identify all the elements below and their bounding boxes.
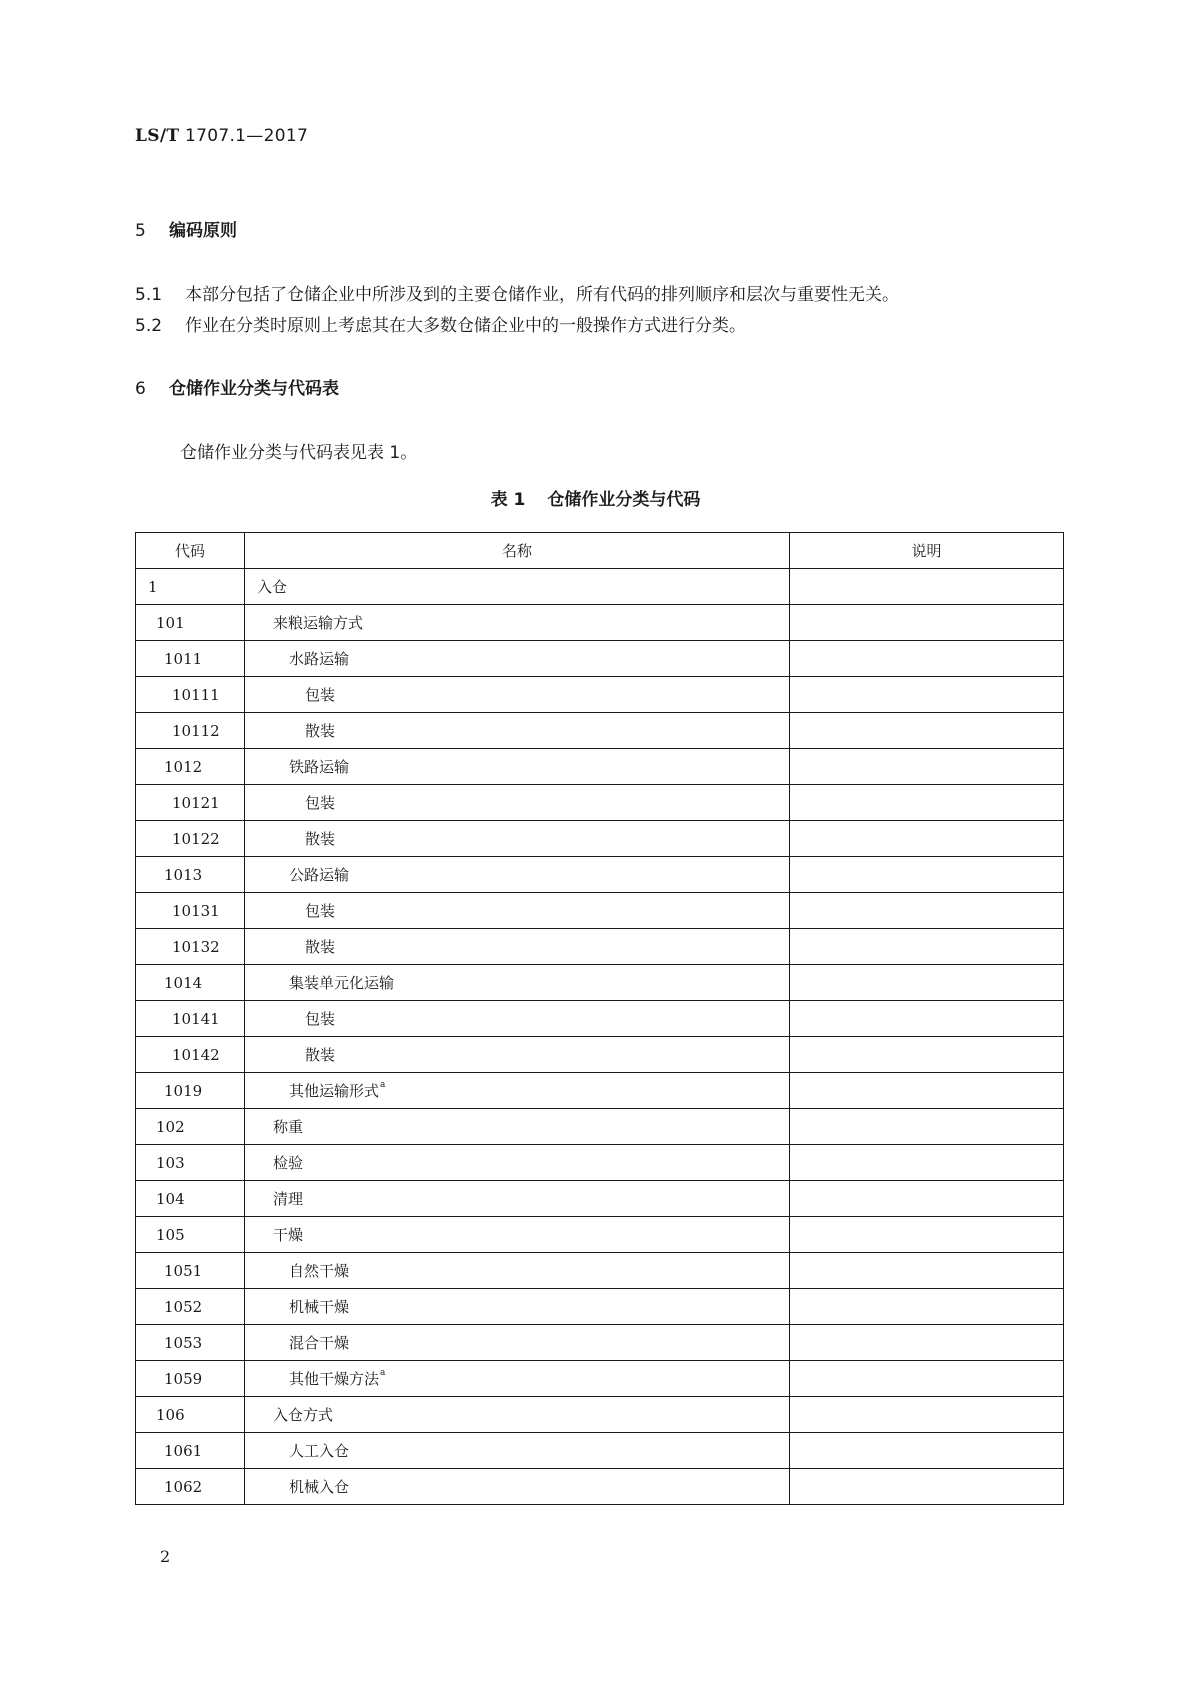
- section-6-heading: [135, 374, 339, 399]
- table-row: [136, 1145, 1064, 1181]
- section-title: 仓储作业分类与代码表: [169, 379, 339, 399]
- name-cell: [245, 749, 790, 785]
- note-cell: [790, 821, 1064, 857]
- table-row: [136, 965, 1064, 1001]
- code-cell: 1019: [136, 1073, 245, 1109]
- table-row: [136, 1433, 1064, 1469]
- name-text: 集装单元化运输: [289, 974, 395, 992]
- name-text: 散装: [305, 1046, 336, 1064]
- code-cell: 1052: [136, 1289, 245, 1325]
- table-row: [136, 1253, 1064, 1289]
- name-cell: [245, 677, 790, 713]
- table-row: [136, 929, 1064, 965]
- code-cell: 1061: [136, 1433, 245, 1469]
- name-text: 检验: [273, 1154, 304, 1172]
- name-cell: [245, 1145, 790, 1181]
- table-row: [136, 785, 1064, 821]
- table-row: [136, 677, 1064, 713]
- note-cell: [790, 929, 1064, 965]
- footnote-marker: a: [380, 1080, 386, 1090]
- table-row: [136, 821, 1064, 857]
- header-note: 说明: [790, 533, 1064, 569]
- header-name: 名称: [245, 533, 790, 569]
- code-cell: 10112: [136, 713, 245, 749]
- code-cell: 10142: [136, 1037, 245, 1073]
- standard-number: 1707.1—2017: [185, 126, 309, 146]
- name-text: 其他运输形式: [289, 1082, 380, 1100]
- table-row: [136, 1181, 1064, 1217]
- code-cell: 105: [136, 1217, 245, 1253]
- name-cell: [245, 1001, 790, 1037]
- section-number: 6: [135, 379, 146, 399]
- table-row: [136, 605, 1064, 641]
- name-cell: [245, 965, 790, 1001]
- note-cell: [790, 1253, 1064, 1289]
- name-text: 来粮运输方式: [273, 614, 364, 632]
- code-cell: 10132: [136, 929, 245, 965]
- code-cell: 10141: [136, 1001, 245, 1037]
- section-number: 5: [135, 221, 146, 241]
- name-cell: [245, 1253, 790, 1289]
- name-text: 清理: [273, 1190, 304, 1208]
- table-header-row: [136, 533, 1064, 569]
- clause-5-2: [135, 311, 746, 336]
- document-header: [135, 126, 308, 146]
- note-cell: [790, 965, 1064, 1001]
- note-cell: [790, 1037, 1064, 1073]
- note-cell: [790, 1145, 1064, 1181]
- table-row: [136, 569, 1064, 605]
- note-cell: [790, 713, 1064, 749]
- code-cell: 10111: [136, 677, 245, 713]
- note-cell: [790, 1109, 1064, 1145]
- name-text: 散装: [305, 722, 336, 740]
- header-code: 代码: [136, 533, 245, 569]
- name-text: 称重: [273, 1118, 304, 1136]
- section-title: 编码原则: [169, 221, 237, 241]
- name-text: 其他干燥方法: [289, 1370, 380, 1388]
- table-row: [136, 893, 1064, 929]
- code-cell: 106: [136, 1397, 245, 1433]
- section-6-intro: 仓储作业分类与代码表见表 1。: [180, 443, 418, 463]
- table-row: [136, 1469, 1064, 1505]
- name-cell: [245, 641, 790, 677]
- note-cell: [790, 569, 1064, 605]
- name-text: 入仓方式: [273, 1406, 334, 1424]
- table-row: [136, 1217, 1064, 1253]
- table-row: [136, 749, 1064, 785]
- table-row: [136, 857, 1064, 893]
- note-cell: [790, 1397, 1064, 1433]
- code-cell: 102: [136, 1109, 245, 1145]
- name-cell: [245, 1181, 790, 1217]
- clause-number: 5.1: [135, 285, 163, 305]
- table-row: [136, 1397, 1064, 1433]
- note-cell: [790, 785, 1064, 821]
- name-cell: [245, 785, 790, 821]
- standard-code: LS/T: [135, 126, 180, 146]
- name-text: 铁路运输: [289, 758, 350, 776]
- name-text: 公路运输: [289, 866, 350, 884]
- section-5-heading: [135, 216, 237, 241]
- name-cell: [245, 1469, 790, 1505]
- note-cell: [790, 749, 1064, 785]
- name-text: 人工入仓: [289, 1442, 350, 1460]
- name-cell: [245, 1397, 790, 1433]
- code-cell: 104: [136, 1181, 245, 1217]
- note-cell: [790, 641, 1064, 677]
- name-cell: [245, 1217, 790, 1253]
- note-cell: [790, 893, 1064, 929]
- note-cell: [790, 1001, 1064, 1037]
- note-cell: [790, 1325, 1064, 1361]
- table-row: [136, 1109, 1064, 1145]
- name-cell: [245, 1289, 790, 1325]
- name-text: 混合干燥: [289, 1334, 350, 1352]
- name-text: 入仓: [257, 578, 288, 596]
- code-cell: 1012: [136, 749, 245, 785]
- name-text: 包装: [305, 794, 336, 812]
- name-text: 水路运输: [289, 650, 350, 668]
- table-caption-title: 仓储作业分类与代码: [547, 490, 701, 510]
- page-number: 2: [160, 1547, 171, 1566]
- name-text: 自然干燥: [289, 1262, 350, 1280]
- note-cell: [790, 857, 1064, 893]
- name-cell: [245, 1433, 790, 1469]
- table-row: [136, 1073, 1064, 1109]
- note-cell: [790, 677, 1064, 713]
- clause-number: 5.2: [135, 316, 163, 336]
- code-cell: 10131: [136, 893, 245, 929]
- name-cell: [245, 1361, 790, 1397]
- name-cell: [245, 569, 790, 605]
- table-caption-number: 表 1: [490, 490, 526, 510]
- name-cell: [245, 1325, 790, 1361]
- name-text: 散装: [305, 830, 336, 848]
- name-cell: [245, 713, 790, 749]
- name-text: 包装: [305, 902, 336, 920]
- name-text: 干燥: [273, 1226, 304, 1244]
- note-cell: [790, 1073, 1064, 1109]
- table-row: [136, 641, 1064, 677]
- name-cell: [245, 929, 790, 965]
- name-cell: [245, 857, 790, 893]
- table-row: [136, 1289, 1064, 1325]
- name-text: 机械入仓: [289, 1478, 350, 1496]
- code-cell: 103: [136, 1145, 245, 1181]
- code-cell: 101: [136, 605, 245, 641]
- code-cell: 10122: [136, 821, 245, 857]
- name-cell: [245, 1109, 790, 1145]
- name-cell: [245, 893, 790, 929]
- table-row: [136, 1037, 1064, 1073]
- code-cell: 1059: [136, 1361, 245, 1397]
- code-cell: 1: [136, 569, 245, 605]
- code-cell: 1051: [136, 1253, 245, 1289]
- name-cell: [245, 605, 790, 641]
- table-row: [136, 713, 1064, 749]
- name-cell: [245, 1073, 790, 1109]
- code-cell: 1013: [136, 857, 245, 893]
- clause-5-1: [135, 280, 899, 305]
- clause-text: 作业在分类时原则上考虑其在大多数仓储企业中的一般操作方式进行分类。: [185, 316, 746, 336]
- name-text: 包装: [305, 1010, 336, 1028]
- classification-table: [135, 532, 1064, 1505]
- code-cell: 1011: [136, 641, 245, 677]
- code-cell: 10121: [136, 785, 245, 821]
- name-cell: [245, 821, 790, 857]
- code-cell: 1062: [136, 1469, 245, 1505]
- note-cell: [790, 1181, 1064, 1217]
- code-cell: 1014: [136, 965, 245, 1001]
- table-row: [136, 1361, 1064, 1397]
- clause-text: 本部分包括了仓储企业中所涉及到的主要仓储作业，所有代码的排列顺序和层次与重要性无关。: [185, 285, 899, 305]
- table-body: [136, 569, 1064, 1505]
- table-row: [136, 1001, 1064, 1037]
- name-text: 包装: [305, 686, 336, 704]
- note-cell: [790, 1361, 1064, 1397]
- name-cell: [245, 1037, 790, 1073]
- table-row: [136, 1325, 1064, 1361]
- table-caption: [0, 485, 1191, 510]
- name-text: 机械干燥: [289, 1298, 350, 1316]
- name-text: 散装: [305, 938, 336, 956]
- note-cell: [790, 605, 1064, 641]
- note-cell: [790, 1433, 1064, 1469]
- note-cell: [790, 1217, 1064, 1253]
- note-cell: [790, 1289, 1064, 1325]
- footnote-marker: a: [380, 1368, 386, 1378]
- code-cell: 1053: [136, 1325, 245, 1361]
- note-cell: [790, 1469, 1064, 1505]
